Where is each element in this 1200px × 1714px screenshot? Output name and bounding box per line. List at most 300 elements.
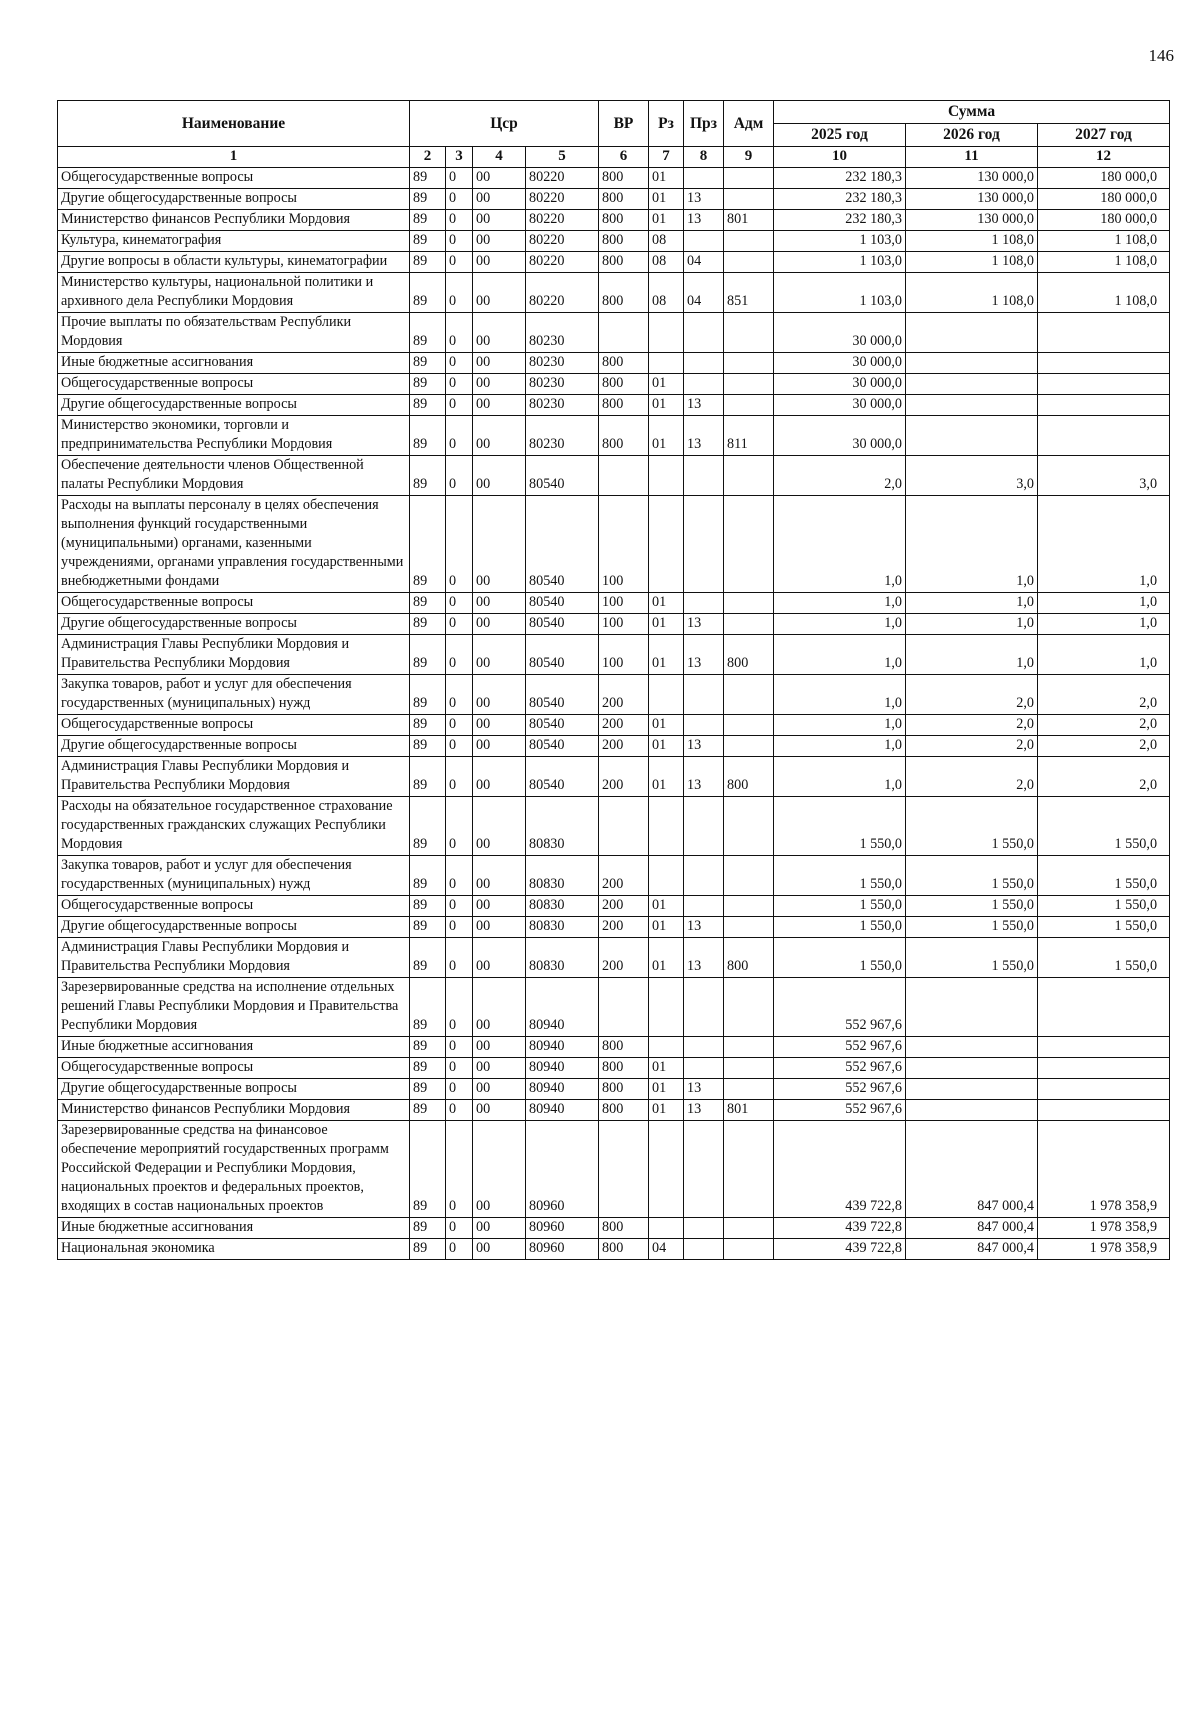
amount-2027: 180 000,0 (1038, 189, 1170, 210)
rz-code: 01 (649, 736, 684, 757)
row-name: Другие вопросы в области культуры, кинематографии (58, 252, 410, 273)
csr-program: 89 (410, 978, 446, 1037)
amount-2025: 1 550,0 (774, 896, 906, 917)
vr-code: 800 (599, 273, 649, 313)
table-row (58, 1037, 1170, 1058)
csr-subprogram: 00 (473, 675, 526, 715)
col-number: 9 (724, 147, 774, 168)
row-name: Администрация Главы Республики Мордовия и Правительства Республики Мордовия (58, 757, 410, 797)
rz-code: 01 (649, 715, 684, 736)
csr-direction: 80230 (526, 353, 599, 374)
amount-2027: 1,0 (1038, 614, 1170, 635)
row-name: Министерство культуры, национальной политики и архивного дела Республики Мордовия (58, 273, 410, 313)
table-row (58, 593, 1170, 614)
csr-type: 0 (446, 210, 473, 231)
amount-2026: 130 000,0 (906, 210, 1038, 231)
amount-2027: 1 550,0 (1038, 797, 1170, 856)
csr-program: 89 (410, 757, 446, 797)
prz-code: 13 (684, 189, 724, 210)
csr-subprogram: 00 (473, 938, 526, 978)
rz-code: 01 (649, 1100, 684, 1121)
rz-code: 04 (649, 1239, 684, 1260)
csr-subprogram: 00 (473, 896, 526, 917)
table-row (58, 416, 1170, 456)
amount-2027: 1 108,0 (1038, 252, 1170, 273)
amount-2026: 2,0 (906, 736, 1038, 757)
prz-code: 13 (684, 736, 724, 757)
csr-direction: 80540 (526, 635, 599, 675)
prz-code (684, 856, 724, 896)
vr-code: 200 (599, 938, 649, 978)
csr-direction: 80220 (526, 210, 599, 231)
table-row (58, 496, 1170, 593)
row-name: Национальная экономика (58, 1239, 410, 1260)
amount-2025: 552 967,6 (774, 978, 906, 1037)
csr-direction: 80830 (526, 938, 599, 978)
table-row (58, 938, 1170, 978)
csr-direction: 80830 (526, 917, 599, 938)
vr-code: 800 (599, 168, 649, 189)
amount-2027 (1038, 1100, 1170, 1121)
adm-code: 811 (724, 416, 774, 456)
amount-2026: 1,0 (906, 614, 1038, 635)
csr-program: 89 (410, 189, 446, 210)
col-number: 12 (1038, 147, 1170, 168)
table-row (58, 1079, 1170, 1100)
csr-type: 0 (446, 1239, 473, 1260)
csr-type: 0 (446, 593, 473, 614)
prz-code: 13 (684, 1100, 724, 1121)
amount-2026: 1,0 (906, 635, 1038, 675)
col-number: 4 (473, 147, 526, 168)
csr-direction: 80540 (526, 496, 599, 593)
row-name: Расходы на обязательное государственное страхование государственных гражданских служащих Республики Мордовия (58, 797, 410, 856)
rz-code: 01 (649, 210, 684, 231)
vr-code: 800 (599, 1239, 649, 1260)
amount-2027: 2,0 (1038, 715, 1170, 736)
row-name: Закупка товаров, работ и услуг для обеспечения государственных (муниципальных) нужд (58, 675, 410, 715)
vr-code: 800 (599, 1058, 649, 1079)
adm-code (724, 896, 774, 917)
csr-program: 89 (410, 231, 446, 252)
adm-code (724, 917, 774, 938)
vr-code: 800 (599, 1100, 649, 1121)
row-name: Иные бюджетные ассигнования (58, 1037, 410, 1058)
amount-2026 (906, 374, 1038, 395)
csr-type: 0 (446, 715, 473, 736)
amount-2025: 1 550,0 (774, 856, 906, 896)
adm-code (724, 797, 774, 856)
table-row (58, 395, 1170, 416)
amount-2026 (906, 1058, 1038, 1079)
rz-code: 01 (649, 374, 684, 395)
csr-program: 89 (410, 1037, 446, 1058)
header-csr: Цср (410, 101, 599, 147)
table-row (58, 353, 1170, 374)
vr-code: 200 (599, 757, 649, 797)
row-name: Другие общегосударственные вопросы (58, 736, 410, 757)
csr-program: 89 (410, 917, 446, 938)
rz-code: 01 (649, 395, 684, 416)
adm-code (724, 978, 774, 1037)
csr-direction: 80830 (526, 896, 599, 917)
csr-program: 89 (410, 353, 446, 374)
vr-code: 200 (599, 856, 649, 896)
amount-2027 (1038, 1037, 1170, 1058)
vr-code: 800 (599, 416, 649, 456)
rz-code (649, 1121, 684, 1218)
row-name: Другие общегосударственные вопросы (58, 614, 410, 635)
csr-type: 0 (446, 797, 473, 856)
row-name: Иные бюджетные ассигнования (58, 1218, 410, 1239)
adm-code (724, 252, 774, 273)
vr-code: 200 (599, 896, 649, 917)
table-row (58, 231, 1170, 252)
header-rz: Рз (649, 101, 684, 147)
csr-subprogram: 00 (473, 252, 526, 273)
prz-code: 04 (684, 252, 724, 273)
amount-2025: 232 180,3 (774, 210, 906, 231)
csr-subprogram: 00 (473, 210, 526, 231)
prz-code (684, 715, 724, 736)
col-number: 6 (599, 147, 649, 168)
amount-2026 (906, 416, 1038, 456)
adm-code (724, 675, 774, 715)
vr-code: 200 (599, 736, 649, 757)
rz-code: 01 (649, 168, 684, 189)
amount-2027: 2,0 (1038, 757, 1170, 797)
amount-2026: 1 550,0 (906, 917, 1038, 938)
csr-program: 89 (410, 496, 446, 593)
adm-code: 801 (724, 1100, 774, 1121)
amount-2025: 1,0 (774, 496, 906, 593)
csr-subprogram: 00 (473, 593, 526, 614)
amount-2027 (1038, 374, 1170, 395)
csr-type: 0 (446, 938, 473, 978)
row-name: Иные бюджетные ассигнования (58, 353, 410, 374)
vr-code: 100 (599, 593, 649, 614)
table-row (58, 456, 1170, 496)
vr-code: 800 (599, 252, 649, 273)
csr-subprogram: 00 (473, 395, 526, 416)
amount-2027: 1 550,0 (1038, 938, 1170, 978)
adm-code (724, 593, 774, 614)
table-row (58, 635, 1170, 675)
prz-code: 13 (684, 917, 724, 938)
csr-type: 0 (446, 978, 473, 1037)
csr-type: 0 (446, 395, 473, 416)
csr-subprogram: 00 (473, 374, 526, 395)
amount-2027: 1 550,0 (1038, 917, 1170, 938)
row-name: Общегосударственные вопросы (58, 1058, 410, 1079)
prz-code: 13 (684, 614, 724, 635)
prz-code (684, 593, 724, 614)
csr-subprogram: 00 (473, 797, 526, 856)
csr-type: 0 (446, 252, 473, 273)
vr-code: 100 (599, 635, 649, 675)
amount-2027: 2,0 (1038, 736, 1170, 757)
prz-code (684, 1218, 724, 1239)
table-row (58, 1058, 1170, 1079)
table-row (58, 614, 1170, 635)
adm-code (724, 1218, 774, 1239)
amount-2026 (906, 978, 1038, 1037)
csr-subprogram: 00 (473, 1121, 526, 1218)
csr-program: 89 (410, 675, 446, 715)
csr-program: 89 (410, 856, 446, 896)
amount-2025: 552 967,6 (774, 1058, 906, 1079)
prz-code: 13 (684, 635, 724, 675)
vr-code: 800 (599, 1218, 649, 1239)
csr-type: 0 (446, 917, 473, 938)
csr-type: 0 (446, 757, 473, 797)
csr-type: 0 (446, 168, 473, 189)
table-row (58, 1218, 1170, 1239)
csr-subprogram: 00 (473, 635, 526, 675)
csr-direction: 80540 (526, 614, 599, 635)
csr-program: 89 (410, 416, 446, 456)
vr-code: 800 (599, 353, 649, 374)
adm-code (724, 353, 774, 374)
vr-code: 100 (599, 496, 649, 593)
amount-2027 (1038, 978, 1170, 1037)
adm-code (724, 168, 774, 189)
table-row (58, 252, 1170, 273)
prz-code (684, 1058, 724, 1079)
csr-subprogram: 00 (473, 1037, 526, 1058)
table-row (58, 675, 1170, 715)
rz-code: 01 (649, 593, 684, 614)
amount-2026: 1 550,0 (906, 797, 1038, 856)
header-year-2025: 2025 год (774, 124, 906, 147)
csr-subprogram: 00 (473, 757, 526, 797)
amount-2025: 1 103,0 (774, 252, 906, 273)
rz-code (649, 353, 684, 374)
csr-direction: 80230 (526, 416, 599, 456)
csr-program: 89 (410, 210, 446, 231)
col-number: 2 (410, 147, 446, 168)
amount-2025: 1 550,0 (774, 917, 906, 938)
row-name: Администрация Главы Республики Мордовия и Правительства Республики Мордовия (58, 635, 410, 675)
amount-2026 (906, 313, 1038, 353)
csr-direction: 80940 (526, 1058, 599, 1079)
csr-direction: 80960 (526, 1218, 599, 1239)
row-name: Прочие выплаты по обязательствам Республики Мордовия (58, 313, 410, 353)
vr-code: 100 (599, 614, 649, 635)
amount-2027: 1 108,0 (1038, 273, 1170, 313)
amount-2027 (1038, 416, 1170, 456)
amount-2027: 1 550,0 (1038, 856, 1170, 896)
vr-code (599, 456, 649, 496)
table-row (58, 189, 1170, 210)
amount-2027: 2,0 (1038, 675, 1170, 715)
amount-2026: 1 550,0 (906, 856, 1038, 896)
prz-code (684, 797, 724, 856)
amount-2025: 1,0 (774, 757, 906, 797)
column-numbers-row (58, 147, 1170, 168)
adm-code: 800 (724, 938, 774, 978)
amount-2027: 1 978 358,9 (1038, 1239, 1170, 1260)
adm-code: 801 (724, 210, 774, 231)
table-row (58, 313, 1170, 353)
amount-2025: 1 550,0 (774, 938, 906, 978)
row-name: Другие общегосударственные вопросы (58, 189, 410, 210)
prz-code: 13 (684, 395, 724, 416)
csr-subprogram: 00 (473, 496, 526, 593)
csr-direction: 80220 (526, 189, 599, 210)
row-name: Другие общегосударственные вопросы (58, 917, 410, 938)
csr-subprogram: 00 (473, 856, 526, 896)
adm-code (724, 1079, 774, 1100)
csr-direction: 80540 (526, 456, 599, 496)
csr-program: 89 (410, 395, 446, 416)
csr-direction: 80830 (526, 797, 599, 856)
col-number: 10 (774, 147, 906, 168)
csr-subprogram: 00 (473, 978, 526, 1037)
adm-code (724, 189, 774, 210)
csr-program: 89 (410, 635, 446, 675)
amount-2026: 130 000,0 (906, 168, 1038, 189)
adm-code (724, 856, 774, 896)
csr-type: 0 (446, 635, 473, 675)
amount-2025: 30 000,0 (774, 416, 906, 456)
col-number: 3 (446, 147, 473, 168)
csr-type: 0 (446, 313, 473, 353)
amount-2026 (906, 395, 1038, 416)
csr-program: 89 (410, 1239, 446, 1260)
csr-type: 0 (446, 456, 473, 496)
header-prz: Прз (684, 101, 724, 147)
amount-2026: 1 108,0 (906, 273, 1038, 313)
adm-code (724, 715, 774, 736)
amount-2027: 1,0 (1038, 593, 1170, 614)
csr-direction: 80220 (526, 231, 599, 252)
csr-type: 0 (446, 856, 473, 896)
col-number: 1 (58, 147, 410, 168)
amount-2027: 1 550,0 (1038, 896, 1170, 917)
amount-2025: 232 180,3 (774, 168, 906, 189)
prz-code: 04 (684, 273, 724, 313)
csr-subprogram: 00 (473, 189, 526, 210)
table-row (58, 168, 1170, 189)
table-body (58, 168, 1170, 1260)
csr-program: 89 (410, 593, 446, 614)
rz-code (649, 797, 684, 856)
csr-direction: 80940 (526, 978, 599, 1037)
csr-type: 0 (446, 736, 473, 757)
csr-direction: 80540 (526, 757, 599, 797)
csr-program: 89 (410, 736, 446, 757)
rz-code (649, 456, 684, 496)
amount-2025: 1 103,0 (774, 231, 906, 252)
amount-2025: 1 550,0 (774, 797, 906, 856)
row-name: Министерство экономики, торговли и предпринимательства Республики Мордовия (58, 416, 410, 456)
header-year-2027: 2027 год (1038, 124, 1170, 147)
csr-type: 0 (446, 1037, 473, 1058)
amount-2025: 439 722,8 (774, 1239, 906, 1260)
csr-type: 0 (446, 1218, 473, 1239)
row-name: Другие общегосударственные вопросы (58, 1079, 410, 1100)
prz-code (684, 313, 724, 353)
prz-code (684, 353, 724, 374)
vr-code: 800 (599, 1079, 649, 1100)
amount-2026: 847 000,4 (906, 1218, 1038, 1239)
csr-type: 0 (446, 374, 473, 395)
amount-2027: 1 978 358,9 (1038, 1121, 1170, 1218)
amount-2025: 439 722,8 (774, 1218, 906, 1239)
amount-2025: 30 000,0 (774, 353, 906, 374)
amount-2026: 847 000,4 (906, 1239, 1038, 1260)
csr-type: 0 (446, 416, 473, 456)
csr-subprogram: 00 (473, 1100, 526, 1121)
table-row (58, 856, 1170, 896)
csr-subprogram: 00 (473, 313, 526, 353)
rz-code: 01 (649, 1058, 684, 1079)
col-number: 8 (684, 147, 724, 168)
adm-code: 851 (724, 273, 774, 313)
row-name: Общегосударственные вопросы (58, 374, 410, 395)
csr-direction: 80230 (526, 374, 599, 395)
row-name: Министерство финансов Республики Мордовия (58, 1100, 410, 1121)
csr-program: 89 (410, 1218, 446, 1239)
amount-2027: 1 978 358,9 (1038, 1218, 1170, 1239)
csr-program: 89 (410, 938, 446, 978)
amount-2026: 847 000,4 (906, 1121, 1038, 1218)
rz-code: 01 (649, 917, 684, 938)
csr-type: 0 (446, 273, 473, 313)
csr-program: 89 (410, 715, 446, 736)
col-number: 5 (526, 147, 599, 168)
csr-program: 89 (410, 896, 446, 917)
amount-2026 (906, 1100, 1038, 1121)
amount-2025: 1 103,0 (774, 273, 906, 313)
amount-2026: 2,0 (906, 675, 1038, 715)
prz-code (684, 1121, 724, 1218)
row-name: Общегосударственные вопросы (58, 168, 410, 189)
table-row (58, 917, 1170, 938)
csr-subprogram: 00 (473, 456, 526, 496)
amount-2025: 1,0 (774, 593, 906, 614)
prz-code (684, 168, 724, 189)
adm-code (724, 736, 774, 757)
amount-2025: 30 000,0 (774, 395, 906, 416)
header-sum: Сумма (774, 101, 1170, 124)
csr-direction: 80540 (526, 715, 599, 736)
adm-code (724, 395, 774, 416)
csr-subprogram: 00 (473, 1218, 526, 1239)
adm-code (724, 1058, 774, 1079)
csr-direction: 80940 (526, 1037, 599, 1058)
amount-2026: 3,0 (906, 456, 1038, 496)
rz-code (649, 675, 684, 715)
csr-subprogram: 00 (473, 353, 526, 374)
rz-code (649, 1218, 684, 1239)
rz-code: 01 (649, 416, 684, 456)
csr-program: 89 (410, 168, 446, 189)
csr-direction: 80540 (526, 736, 599, 757)
amount-2026: 1,0 (906, 593, 1038, 614)
amount-2027: 3,0 (1038, 456, 1170, 496)
prz-code: 13 (684, 757, 724, 797)
amount-2026: 1,0 (906, 496, 1038, 593)
amount-2026: 2,0 (906, 757, 1038, 797)
csr-program: 89 (410, 797, 446, 856)
vr-code: 800 (599, 210, 649, 231)
amount-2025: 552 967,6 (774, 1037, 906, 1058)
csr-direction: 80220 (526, 168, 599, 189)
csr-subprogram: 00 (473, 273, 526, 313)
row-name: Зарезервированные средства на исполнение отдельных решений Главы Республики Мордовия и Правительства Республики Мордовия (58, 978, 410, 1037)
